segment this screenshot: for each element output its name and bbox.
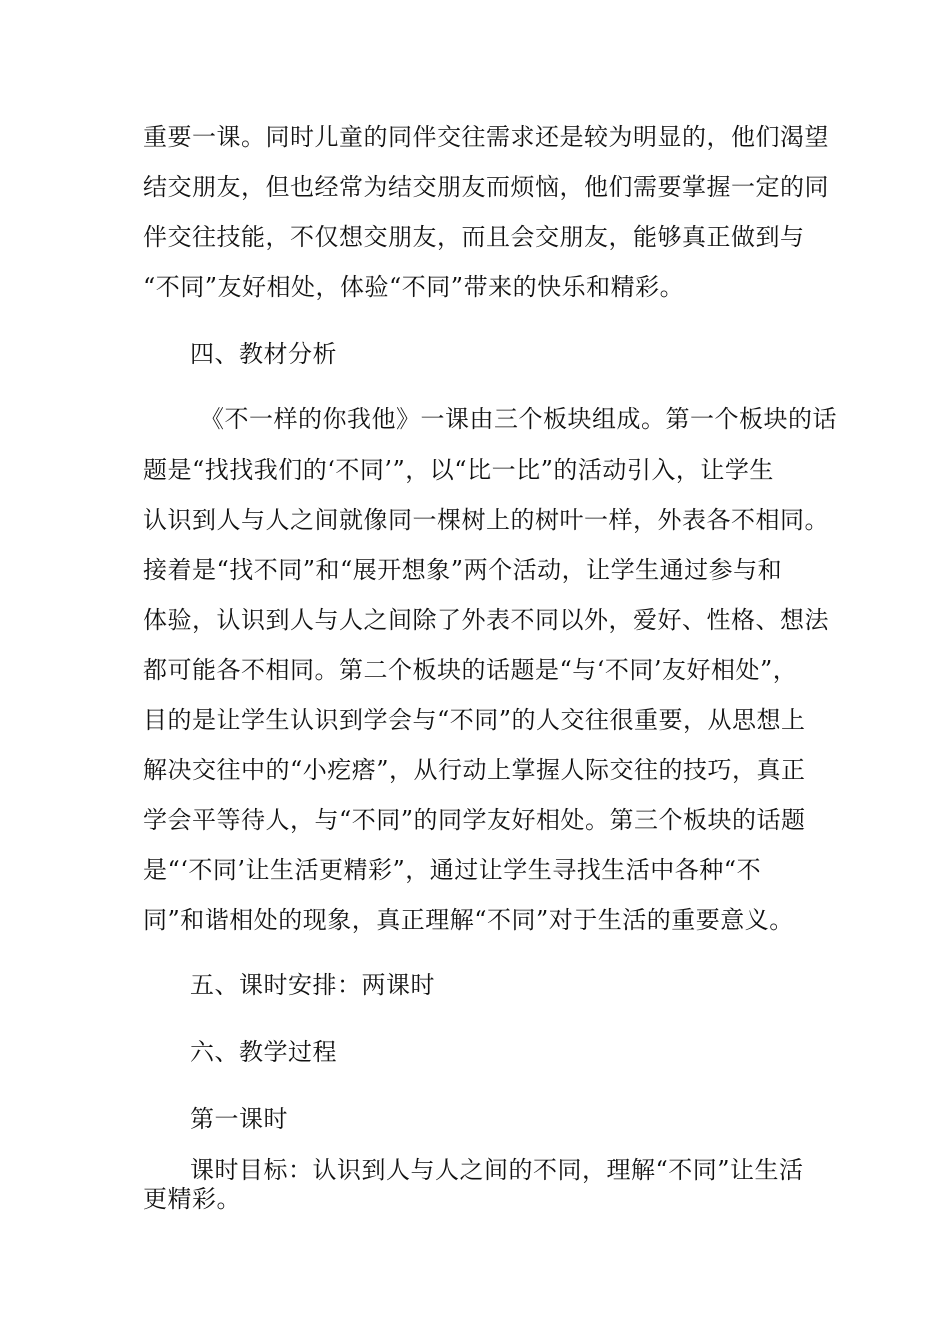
- paragraph-2-line-4: 接着是“找不同”和“展开想象”两个活动，让学生通过参与和: [143, 556, 783, 584]
- paragraph-2-line-1: 《不一样的你我他》一课由三个板块组成。第一个板块的话: [200, 405, 837, 433]
- lesson-goal-line-1: 课时目标：认识到人与人之间的不同，理解“不同”让生活: [190, 1156, 804, 1184]
- lesson-goal-line-2: 更精彩。: [143, 1185, 241, 1213]
- paragraph-2-line-2: 题是“找找我们的‘不同’”，以“比一比”的活动引入，让学生: [143, 456, 774, 484]
- paragraph-1-line-3: 伴交往技能，不仅想交朋友，而且会交朋友，能够真正做到与: [143, 223, 805, 251]
- lesson-title: 第一课时: [190, 1105, 288, 1133]
- paragraph-2-line-9: 学会平等待人，与“不同”的同学友好相处。第三个板块的话题: [143, 806, 806, 834]
- section-heading-materials: 四、教材分析: [190, 340, 337, 368]
- paragraph-2-line-3: 认识到人与人之间就像同一棵树上的树叶一样，外表各不相同。: [143, 506, 829, 534]
- paragraph-2-line-5: 体验，认识到人与人之间除了外表不同以外，爱好、性格、想法: [143, 606, 829, 634]
- paragraph-2-line-8: 解决交往中的“小疙瘩”，从行动上掌握人际交往的技巧，真正: [143, 756, 806, 784]
- paragraph-1-line-2: 结交朋友，但也经常为结交朋友而烦恼，他们需要掌握一定的同: [143, 173, 829, 201]
- paragraph-2-line-11: 同”和谐相处的现象，真正理解“不同”对于生活的重要意义。: [143, 906, 794, 934]
- paragraph-1-line-1: 重要一课。同时儿童的同伴交往需求还是较为明显的，他们渴望: [143, 123, 829, 151]
- paragraph-2-line-6: 都可能各不相同。第二个板块的话题是“与‘不同’友好相处”，: [143, 656, 798, 684]
- paragraph-2-line-7: 目的是让学生认识到学会与“不同”的人交往很重要，从思想上: [143, 706, 806, 734]
- section-heading-process: 六、教学过程: [190, 1038, 337, 1066]
- paragraph-2-line-10: 是“‘不同’让生活更精彩”，通过让学生寻找生活中各种“不: [143, 856, 762, 884]
- section-heading-schedule: 五、课时安排：两课时: [190, 971, 435, 999]
- paragraph-1-line-4: “不同”友好相处，体验“不同”带来的快乐和精彩。: [143, 273, 685, 301]
